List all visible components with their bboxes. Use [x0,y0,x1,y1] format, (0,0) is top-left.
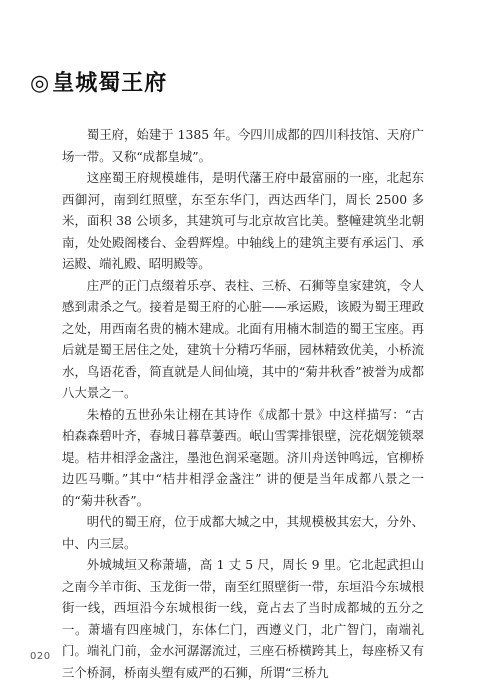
page-number: 020 [30,651,51,662]
paragraph: 庄严的正门点缀着乐亭、表柱、三桥、石狮等皇家建筑，令人感到肃杀之气。接着是蜀王府的心脏——承运殿，该殿为蜀王理政之处，用西南名贵的楠木建成。北面有用楠木制造的蜀王宝座。再后就是蜀王居住之处，建筑十分精巧华丽，园林精致优美，小桥流水，鸟语花香，简直就是人间仙境，其中的“菊井秋香”被誉为成都八大景之一。 [62,277,424,400]
paragraph: 朱椿的五世孙朱让栩在其诗作《成都十景》中这样描写：“古柏森森碧叶齐，春城日暮草萋西。岷山雪霁排银壁，浣花烟笼锁翠堤。桔井相浮金盏注，墨池色润采毫题。济川舟送钟鸣远，官柳桥边匹马嘶。”其中“桔井相浮金盏注” 讲的便是当年成都八景之一的“菊井秋香”。 [62,406,424,508]
heading-bullet-icon: ◎ [30,71,51,96]
paragraph: 蜀王府，始建于 1385 年。今四川成都的四川科技馆、天府广场一带。又称“成都皇城”。 [62,127,424,164]
paragraph: 明代的蜀王府，位于成都大城之中，其规模极其宏大，分外、中、内三层。 [62,514,424,551]
section-heading [30,66,167,97]
paragraph: 外城城垣又称萧墙，高 1 丈 5 尺，周长 9 里。它北起武担山之南今羊市街、玉龙街一带，南至红照壁街一带，东垣沿今东城根街一线，西垣沿今东城根街一线，竟占去了当时成都城的五分之一。萧墙有四座城门，东体仁门，西遵义门，北广智门，南端礼门。端礼门前，金水河潺潺流过，三座石桥横跨其上，每座桥又有三个桥洞，桥南头塑有威严的石狮，所谓“三桥九 [62,557,424,680]
heading-title: 皇城蜀王府 [52,70,168,96]
body-text [62,124,424,683]
paragraph: 这座蜀王府规模雄伟，是明代藩王府中最富丽的一座，北起东西御河，南到红照壁，东至东华门，西达西华门，周长 2500 多米，面积 38 公顷多，其建筑可与北京故宫比美。整幢建筑坐北朝南，处处殿阁楼台、金碧辉煌。中轴线上的建筑主要有承运门、承运殿、端礼殿、昭明殿等。 [62,170,424,271]
